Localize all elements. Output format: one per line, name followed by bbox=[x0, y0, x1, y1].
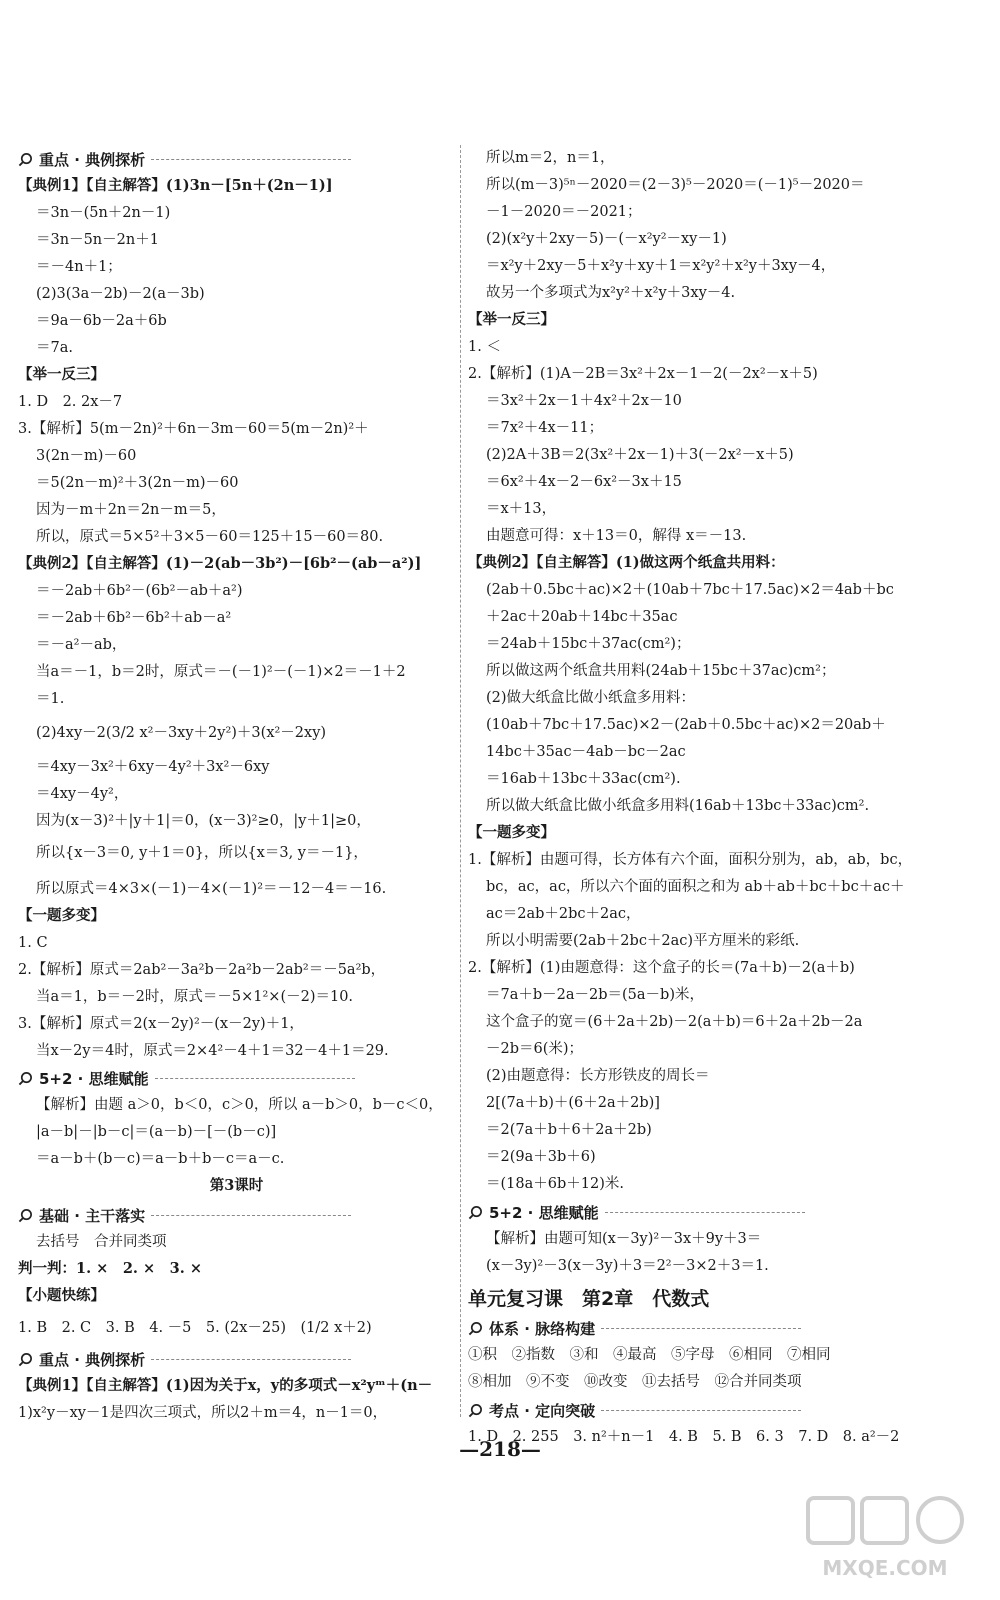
text-line: －1－2020＝－2021； bbox=[486, 204, 642, 220]
section-heading bbox=[18, 1348, 351, 1370]
text-line: ⑧相加 ⑨不变 ⑩改变 ⑪去括号 ⑫合并同类项 bbox=[468, 1374, 802, 1390]
text-line: ＝－4n＋1； bbox=[36, 259, 122, 275]
text-line: 2.【解析】原式＝2ab²－3a²b－2a²b－2ab²＝－5a²b， bbox=[18, 962, 386, 978]
section-heading bbox=[18, 148, 351, 170]
text-line: 去括号 合并同类项 bbox=[36, 1234, 167, 1250]
text-line: ＝2(7a＋b＋6＋2a＋2b) bbox=[486, 1122, 652, 1138]
text-line: 所以做大纸盒比做小纸盒多用料(16ab＋13bc＋33ac)cm². bbox=[486, 798, 870, 814]
subheading-line: 【举一反三】 bbox=[468, 311, 555, 328]
text-line: 3.【解析】5(m－2n)²＋6n－3m－60＝5(m－2n)²＋ bbox=[18, 421, 369, 437]
subheading-line: 【一题多变】 bbox=[18, 907, 105, 924]
text-line: bc，ac，ac，所以六个面的面积之和为 ab＋ab＋bc＋bc＋ac＋ bbox=[486, 879, 905, 895]
subheading-line: 判一判：1. × 2. × 3. × bbox=[18, 1260, 203, 1277]
text-line: ＝－2ab＋6b²－(6b²－ab＋a²) bbox=[36, 583, 243, 599]
section-heading-text: 基础 · 主干落实 bbox=[39, 1206, 146, 1225]
text-line: 【解析】由题可知(x－3y)²－3x＋9y＋3＝ bbox=[486, 1231, 762, 1247]
text-line: ＝2(9a＋3b＋6) bbox=[486, 1149, 596, 1165]
section-heading-text: 重点 · 典例探析 bbox=[39, 1350, 146, 1369]
text-line: 所以(m－3)⁵ⁿ－2020＝(2－3)⁵－2020＝(－1)⁵－2020＝ bbox=[486, 177, 865, 193]
text-line: ＝3n－(5n＋2n－1) bbox=[36, 205, 171, 221]
text-line: 故另一个多项式为x²y²＋x²y＋3xy－4. bbox=[486, 285, 736, 301]
magnifier-icon bbox=[468, 1205, 483, 1220]
text-line: 所以{x－3＝0, y＋1＝0}，所以{x＝3, y＝－1}， bbox=[36, 845, 368, 861]
text-line: 1. D 2. 2x－7 bbox=[18, 394, 123, 410]
magnifier-icon bbox=[18, 1352, 33, 1367]
section-rule bbox=[151, 1359, 351, 1360]
subheading-line: 【小题快练】 bbox=[18, 1287, 105, 1304]
text-line: ＝(18a＋6b＋12)米. bbox=[486, 1176, 624, 1192]
text-line: 1. D 2. 255 3. n²＋n－1 4. B 5. B 6. 3 7. D 8. a²－2 bbox=[468, 1429, 900, 1445]
section-heading bbox=[18, 1204, 351, 1226]
text-line: ＝1. bbox=[36, 691, 65, 707]
text-line: 3.【解析】原式＝2(x－2y)²－(x－2y)＋1， bbox=[18, 1016, 304, 1032]
section-heading bbox=[468, 1399, 801, 1421]
text-line: (2)由题意得：长方形铁皮的周长＝ bbox=[486, 1068, 710, 1084]
text-line: 所以m＝2，n＝1， bbox=[486, 150, 615, 166]
watermark-text: MXQE.COM bbox=[822, 1556, 948, 1580]
text-line: 因为－m＋2n＝2n－m＝5， bbox=[36, 502, 226, 518]
text-line: 1. B 2. C 3. B 4. －5 5. (2x－25) (1/2 x＋2) bbox=[18, 1320, 372, 1336]
text-line: 1.【解析】由题可得，长方体有六个面，面积分别为，ab，ab，bc， bbox=[468, 852, 913, 868]
section-rule bbox=[151, 1215, 351, 1216]
chapter-title: 单元复习课 第2章 代数式 bbox=[468, 1288, 710, 1310]
text-line: 所以做这两个纸盒共用料(24ab＋15bc＋37ac)cm²； bbox=[486, 663, 836, 679]
lesson-title: 第3课时 bbox=[209, 1177, 264, 1194]
text-line: ＝x＋13， bbox=[486, 501, 557, 517]
text-line: 1)x²y－xy－1是四次三项式，所以2＋m＝4，n－1＝0， bbox=[18, 1405, 388, 1421]
text-line: (2)做大纸盒比做小纸盒多用料： bbox=[486, 690, 696, 706]
text-line: ＝6x²＋4x－2－6x²－3x＋15 bbox=[486, 474, 682, 490]
page-number: —218— bbox=[459, 1437, 541, 1461]
text-line: ac＝2ab＋2bc＋2ac， bbox=[486, 906, 641, 922]
text-line: 【解析】由题 a＞0，b＜0，c＞0，所以 a－b＞0，b－c＜0， bbox=[36, 1097, 443, 1113]
text-line: ＝9a－6b－2a＋6b bbox=[36, 313, 167, 329]
text-line: 所以原式＝4×3×(－1)－4×(－1)²＝－12－4＝－16. bbox=[36, 881, 387, 897]
text-line: 所以小明需要(2ab＋2bc＋2ac)平方厘米的彩纸. bbox=[486, 933, 800, 949]
text-line: 2.【解析】(1)A－2B＝3x²＋2x－1－2(－2x²－x＋5) bbox=[468, 366, 818, 382]
section-heading-text: 5+2 · 思维赋能 bbox=[39, 1069, 149, 1088]
subheading-line: 【典例2】【自主解答】(1)做这两个纸盒共用料： bbox=[468, 554, 785, 571]
magnifier-icon bbox=[468, 1321, 483, 1336]
text-line: 当a＝1，b＝－2时，原式＝－5×1²×(－2)＝10. bbox=[36, 989, 354, 1005]
text-line: (x－3y)²－3(x－3y)＋3＝2²－3×2＋3＝1. bbox=[486, 1258, 769, 1274]
watermark-logo bbox=[800, 1490, 970, 1585]
subheading-line: 【典例2】【自主解答】(1)－2(ab－3b²)－[6b²－(ab－a²)] bbox=[18, 555, 422, 572]
subheading-line: 【一题多变】 bbox=[468, 824, 555, 841]
text-line: ＋2ac＋20ab＋14bc＋35ac bbox=[486, 609, 678, 625]
magnifier-icon bbox=[468, 1403, 483, 1418]
text-line: ＝7a＋b－2a－2b＝(5a－b)米， bbox=[486, 987, 704, 1003]
subheading-line: 【举一反三】 bbox=[18, 366, 105, 383]
section-heading-text: 重点 · 典例探析 bbox=[39, 150, 146, 169]
column-divider bbox=[460, 145, 461, 1417]
section-heading bbox=[18, 1067, 355, 1089]
text-line: 2.【解析】(1)由题意得：这个盒子的长＝(7a＋b)－2(a＋b) bbox=[468, 960, 855, 976]
text-line: ＝4xy－4y²， bbox=[36, 786, 129, 802]
text-line: ＝7a. bbox=[36, 340, 73, 356]
text-line: 1. C bbox=[18, 935, 48, 951]
magnifier-icon bbox=[18, 1208, 33, 1223]
magnifier-icon bbox=[18, 1071, 33, 1086]
section-heading bbox=[468, 1317, 801, 1339]
text-line: (2)3(3a－2b)－2(a－3b) bbox=[36, 286, 205, 302]
text-line: 所以，原式＝5×5²＋3×5－60＝125＋15－60＝80. bbox=[36, 529, 384, 545]
text-line: －2b＝6(米)； bbox=[486, 1041, 584, 1057]
text-line: 这个盒子的宽＝(6＋2a＋2b)－2(a＋b)＝6＋2a＋2b－2a bbox=[486, 1014, 863, 1030]
section-rule bbox=[601, 1410, 801, 1411]
text-line: ＝4xy－3x²＋6xy－4y²＋3x²－6xy bbox=[36, 759, 270, 775]
text-line: ＝3n－5n－2n＋1 bbox=[36, 232, 159, 248]
section-rule bbox=[605, 1212, 805, 1213]
text-line: ①积 ②指数 ③和 ④最高 ⑤字母 ⑥相同 ⑦相同 bbox=[468, 1347, 831, 1363]
text-line: (10ab＋7bc＋17.5ac)×2－(2ab＋0.5bc＋ac)×2＝20ab＋ bbox=[486, 717, 886, 733]
text-line: 2[(7a＋b)＋(6＋2a＋2b)] bbox=[486, 1095, 660, 1111]
subheading-line: 【典例1】【自主解答】(1)因为关于x，y的多项式－x²yᵐ＋(n－ bbox=[18, 1377, 433, 1394]
text-line: ＝－2ab＋6b²－6b²＋ab－a² bbox=[36, 610, 232, 626]
text-line: ＝5(2n－m)²＋3(2n－m)－60 bbox=[36, 475, 239, 491]
text-line: 1. ＜ bbox=[468, 339, 501, 355]
text-line: 由题意可得：x＋13＝0，解得 x＝－13. bbox=[486, 528, 747, 544]
text-line: 14bc＋35ac－4ab－bc－2ac bbox=[486, 744, 686, 760]
section-heading bbox=[468, 1201, 805, 1223]
text-line: (2)2A＋3B＝2(3x²＋2x－1)＋3(－2x²－x＋5) bbox=[486, 447, 794, 463]
text-line: |a－b|－|b－c|＝(a－b)－[－(b－c)] bbox=[36, 1124, 277, 1140]
text-line: 因为(x－3)²＋|y＋1|＝0，(x－3)²≥0，|y＋1|≥0， bbox=[36, 813, 371, 829]
text-line: ＝16ab＋13bc＋33ac(cm²). bbox=[486, 771, 681, 787]
text-line: (2ab＋0.5bc＋ac)×2＋(10ab＋7bc＋17.5ac)×2＝4ab＋bc bbox=[486, 582, 894, 598]
text-line: (2)4xy－2(3/2 x²－3xy＋2y²)＋3(x²－2xy) bbox=[36, 725, 327, 741]
section-rule bbox=[601, 1328, 801, 1329]
subheading-line: 【典例1】【自主解答】(1)3n－[5n＋(2n－1)] bbox=[18, 177, 333, 194]
text-line: 3(2n－m)－60 bbox=[36, 448, 137, 464]
text-line: ＝x²y＋2xy－5＋x²y＋xy＋1＝x²y²＋x²y＋3xy－4， bbox=[486, 258, 836, 274]
text-line: 当x－2y＝4时，原式＝2×4²－4＋1＝32－4＋1＝29. bbox=[36, 1043, 389, 1059]
section-rule bbox=[151, 159, 351, 160]
text-line: ＝3x²＋2x－1＋4x²＋2x－10 bbox=[486, 393, 682, 409]
magnifier-icon bbox=[18, 152, 33, 167]
text-line: ＝7x²＋4x－11； bbox=[486, 420, 604, 436]
section-rule bbox=[155, 1078, 355, 1079]
text-line: ＝a－b＋(b－c)＝a－b＋b－c＝a－c. bbox=[36, 1151, 285, 1167]
section-heading-text: 体系 · 脉络构建 bbox=[489, 1319, 596, 1338]
section-heading-text: 考点 · 定向突破 bbox=[489, 1401, 596, 1420]
section-heading-text: 5+2 · 思维赋能 bbox=[489, 1203, 599, 1222]
text-line: (2)(x²y＋2xy－5)－(－x²y²－xy－1) bbox=[486, 231, 727, 247]
text-line: ＝24ab＋15bc＋37ac(cm²)； bbox=[486, 636, 691, 652]
text-line: 当a＝－1，b＝2时，原式＝－(－1)²－(－1)×2＝－1＋2 bbox=[36, 664, 406, 680]
text-line: ＝－a²－ab， bbox=[36, 637, 127, 653]
